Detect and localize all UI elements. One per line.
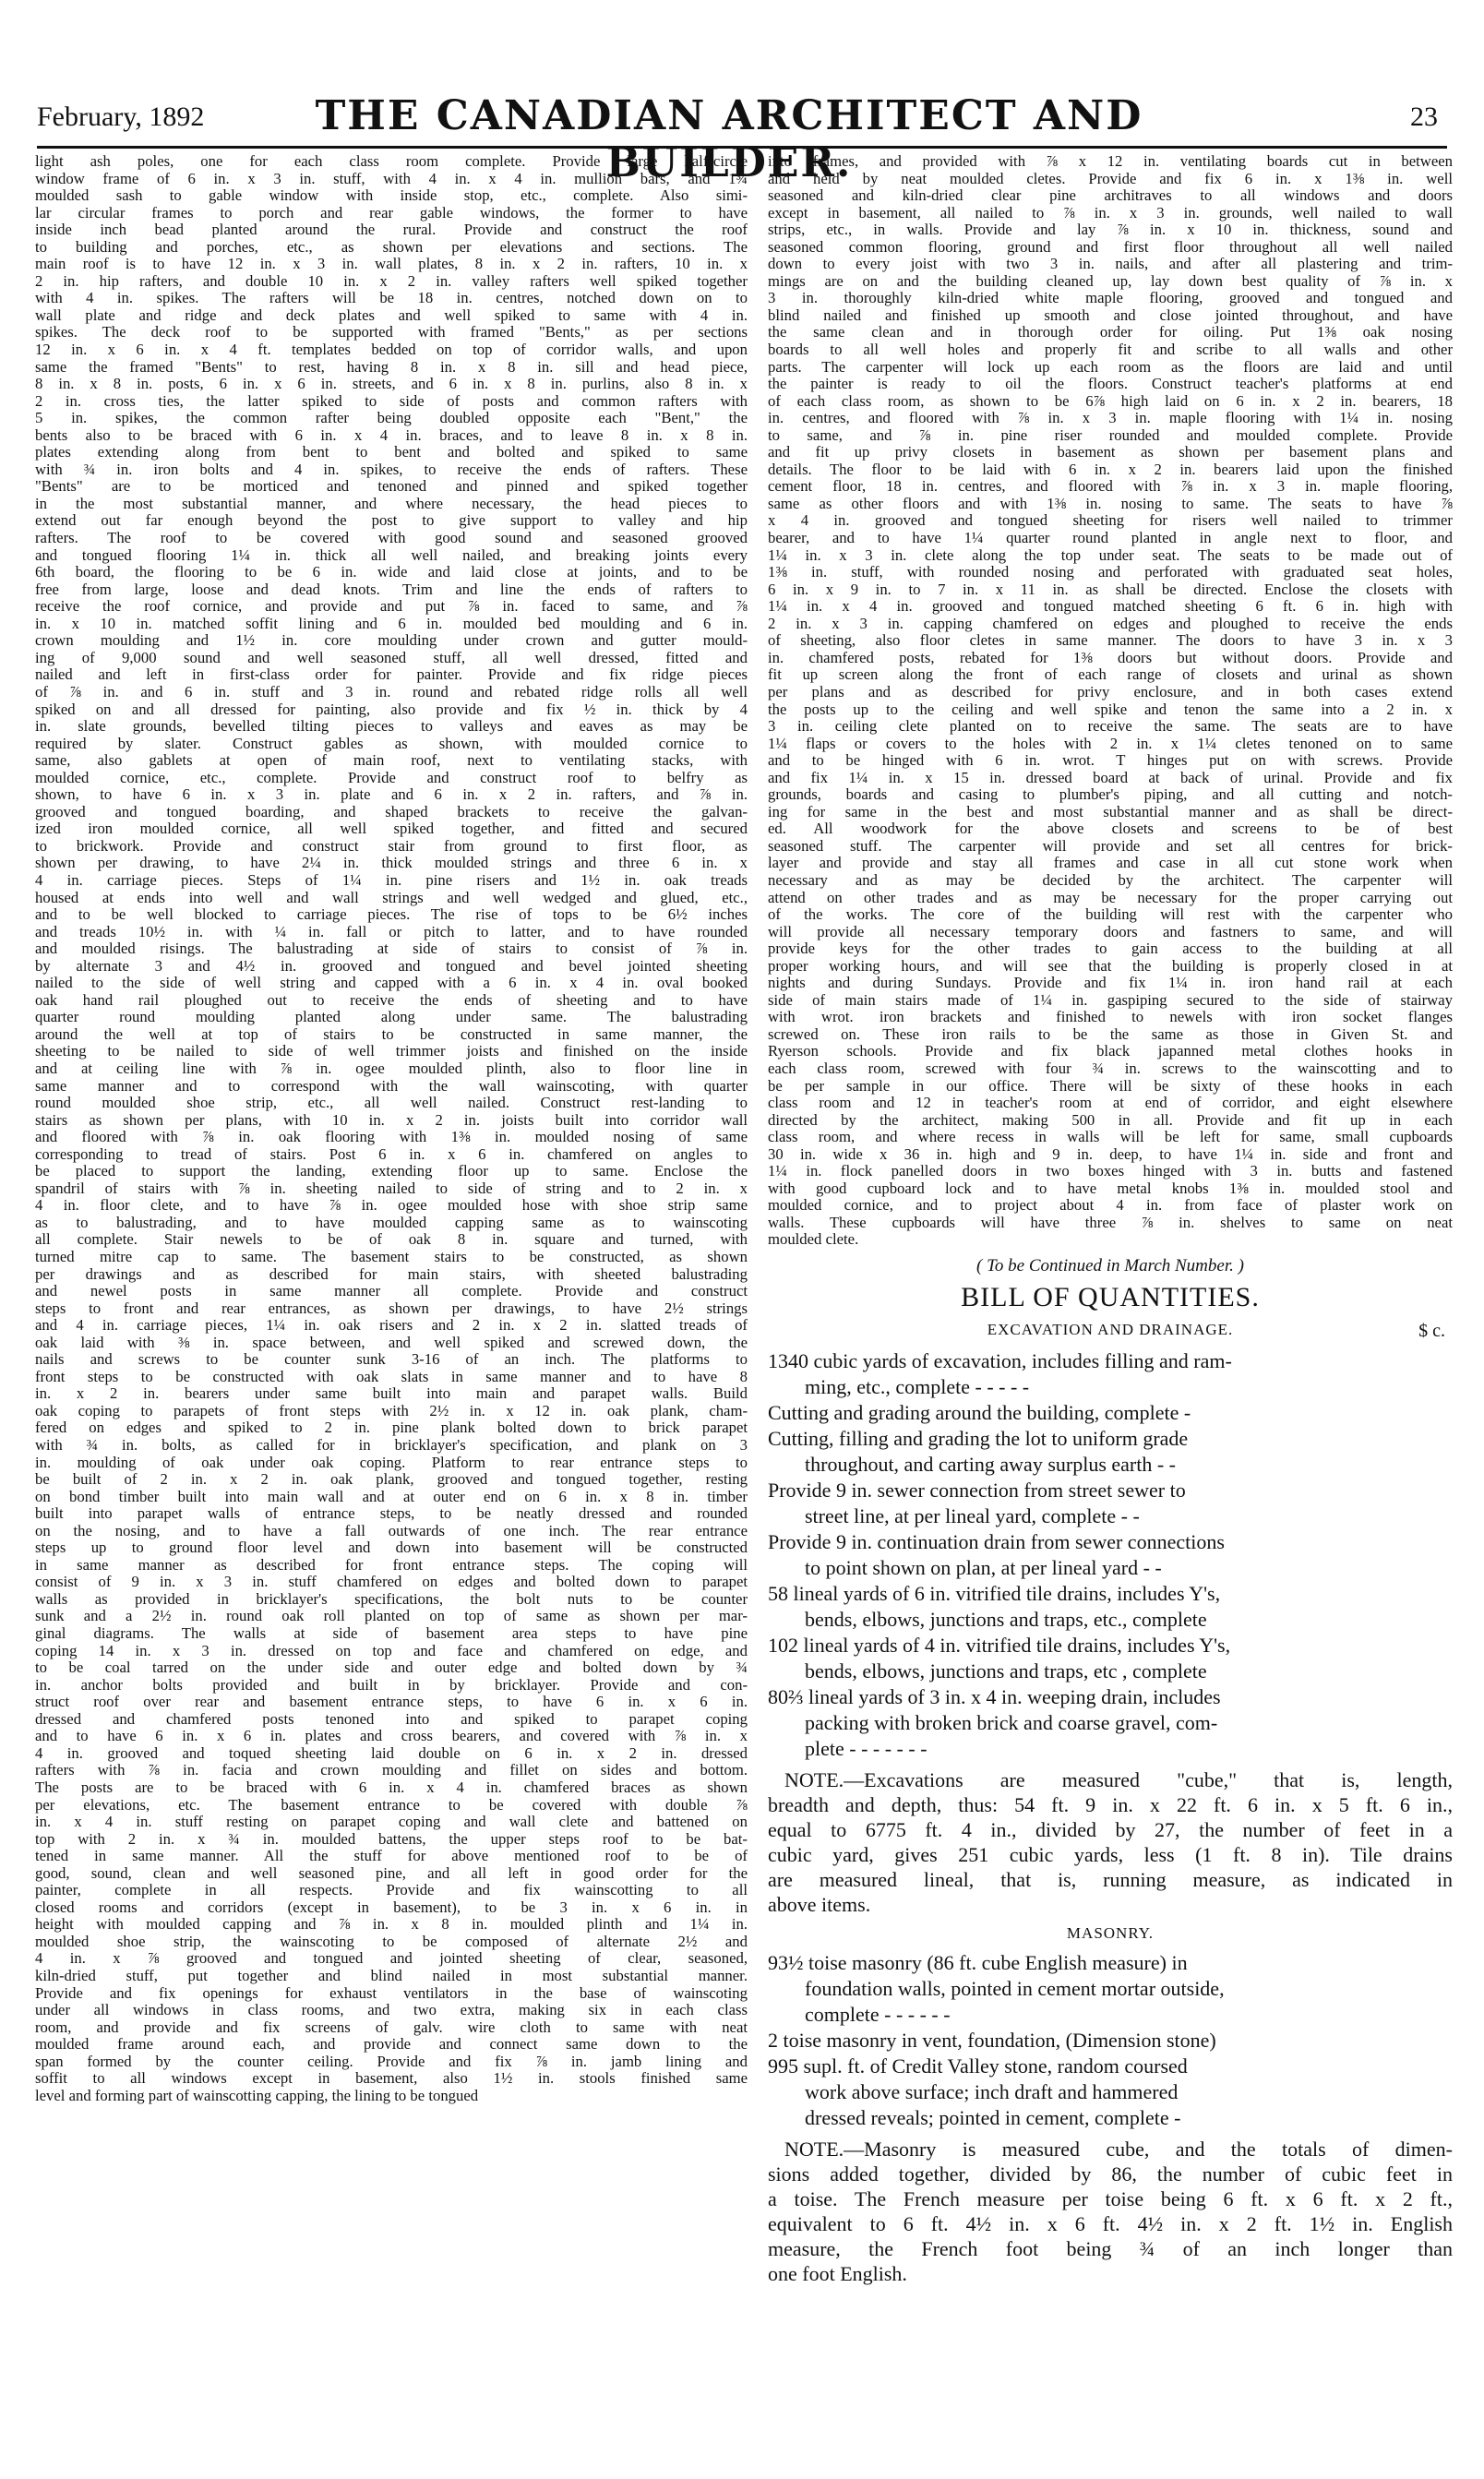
quantity-item: [768, 1529, 1453, 1581]
excavation-note: [768, 1767, 1453, 1917]
text-line: Ryerson schools. Provide and fix black japanned metal clothes hooks in: [768, 1043, 1453, 1060]
excavation-items: [768, 1348, 1453, 1762]
quantity-item-line: bends, elbows, junctions and traps, etc , complete: [805, 1659, 1207, 1683]
text-line: same manner and to correspond with the wall wainscoting, with quarter: [35, 1077, 748, 1095]
text-line: with good cupboard lock and to have metal knobs 1⅜ in. moulded stool and: [768, 1180, 1453, 1197]
text-line: plates extending along from bent to bent and bolted and spiked to same: [35, 444, 748, 461]
text-line: nailed and left in first-class order for painter. Provide and fix ridge pieces: [35, 666, 748, 684]
text-line: bearer, and to have 1¼ quarter round planted in angle next to floor, and: [768, 530, 1453, 547]
text-line: spikes. The deck roof to be supported with framed "Bents," as per sections: [35, 324, 748, 341]
excavation-heading-row: [768, 1321, 1453, 1348]
text-line: except in basement, all nailed to ⅞ in. x 3 in. grounds, well nailed to wall: [768, 204, 1453, 222]
text-line: in the most substantial manner, and where necessary, the head pieces to: [35, 495, 748, 512]
text-line: of each class room, as shown to be 6⅞ high laid on 6 in. x 2 in. bearers, 18: [768, 392, 1453, 410]
text-line: be per sample in our office. There will be sixty of these hooks in each: [768, 1077, 1453, 1095]
text-line: in. x 10 in. matched soffit lining and 6 in. moulded bed moulding and 6 in.: [35, 615, 748, 632]
text-line: in. slate grounds, bevelled tilting pieces to valleys and eaves as may be: [35, 718, 748, 736]
text-line: 1¼ in. x 4 in. grooved and tongued matched sheeting 6 ft. 6 in. high with: [768, 598, 1453, 616]
text-line: seasoned stuff. The carpenter will provide and set all centres for brick-: [768, 837, 1453, 855]
text-line: and treads 10½ in. with ¼ in. fall or pitch to latter, and to have rounded: [35, 923, 748, 940]
continued-notice: ( To be Continued in March Number. ): [976, 1256, 1244, 1275]
text-line: stairs as shown per plans, with 10 in. x 2 in. joists built into corridor wall: [35, 1111, 748, 1129]
left-column-text: [35, 153, 748, 2104]
text-line: spandril of stairs with ⅞ in. sheeting nailed to side of string and to 2 in. x: [35, 1180, 748, 1197]
text-line: round moulded shoe strip, etc., all well nailed. Construct rest-landing to: [35, 1095, 748, 1112]
text-line: tened in same manner. All the stuff for above mentioned roof to be of: [35, 1848, 748, 1865]
text-line: grooved and tongued boarding, and shaped brackets to receive the galvan-: [35, 803, 748, 820]
quantity-item: [768, 1478, 1453, 1529]
text-line: 1¼ in. flock panelled doors in two boxes hinged with 3 in. butts and fastened: [768, 1163, 1453, 1180]
text-line: moulded shoe strip, the wainscoting to be composed of alternate 2½ and: [35, 1933, 748, 1950]
text-line: oak laid with ⅜ in. space between, and well spiked and screwed down, the: [35, 1334, 748, 1351]
text-line: oak coping to parapets of front steps with 2½ in. x 12 in. oak plank, cham-: [35, 1402, 748, 1419]
quantity-item: [768, 1950, 1453, 2028]
text-line: 2 in. x 3 in. capping chamfered on edges and ploughed to receive the ends: [768, 615, 1453, 632]
text-line: window frame of 6 in. x 3 in. stuff, with 4 in. x 4 in. mullion bars, and 1¾: [35, 170, 748, 187]
quantity-item-line: packing with broken brick and coarse gravel, com-: [805, 1711, 1218, 1734]
note-line: measure, the French foot being ¾ of an inch longer than: [768, 2237, 1453, 2260]
text-line: shown, to have 6 in. x 3 in. plate and 6 in. x 2 in. rafters, and ⅞ in.: [35, 786, 748, 804]
text-line: Provide and fix openings for exhaust ventilators in the base of wainscoting: [35, 1984, 748, 2002]
text-line: steps to front and rear entrances, as shown per drawings, to have 2½ strings: [35, 1299, 748, 1317]
text-line: 4 in. x ⅞ grooved and tongued and jointed sheeting of clear, seasoned,: [35, 1950, 748, 1968]
note-line: breadth and depth, thus: 54 ft. 9 in. x 22 ft. 6 in. x 5 ft. 6 in.,: [768, 1793, 1453, 1816]
text-line: sunk and a 2½ in. round oak roll planted on top of same as shown per mar-: [35, 1608, 748, 1625]
text-line: strips, etc., in walls. Provide and lay ⅞ in. x 10 in. thickness, sound and: [768, 222, 1453, 239]
quantity-item: [768, 2054, 1453, 2131]
text-line: housed at ends into well and wall strings and well wedged and glued, etc.,: [35, 889, 748, 906]
text-line: per drawings and as described for main stairs, with sheeted balustrading: [35, 1265, 748, 1283]
text-line: front steps to be constructed with oak slats in same manner and to have 8: [35, 1368, 748, 1385]
text-line: consist of 9 in. x 3 in. stuff chamfered on edges and bolted down to parapet: [35, 1574, 748, 1591]
note-line: NOTE.—Excavations are measured "cube," that is, length,: [784, 1768, 1453, 1791]
text-line: 2 in. hip rafters, and double 10 in. x 2 in. valley rafters well spiked together: [35, 272, 748, 290]
quantity-item: [768, 1581, 1453, 1633]
quantity-item: [768, 2028, 1453, 2054]
text-line: by alternate 3 and 4½ in. grooved and tongued and bevel jointed sheeting: [35, 957, 748, 975]
text-line: be placed to support the landing, extending floor up to same. Enclose the: [35, 1163, 748, 1180]
text-line: free from large, loose and dead knots. Trim and line the ends of rafters to: [35, 581, 748, 598]
text-line: grounds, boards and casing to plumber's piping, and all cutting and notch-: [768, 786, 1453, 804]
quantity-item-line: 58 lineal yards of 6 in. vitrified tile drains, includes Y's,: [768, 1582, 1221, 1605]
quantity-item-line: throughout, and carting away surplus earth - -: [805, 1453, 1176, 1476]
note-line: a toise. The French measure per toise being 6 ft. x 6 ft. x 2 ft.,: [768, 2187, 1453, 2210]
text-line: will provide all necessary temporary doors and fastners to same, and will: [768, 923, 1453, 940]
text-line: directed by the architect, making 500 in all. Provide and fit up in each: [768, 1111, 1453, 1129]
text-line: walls. These cupboards will have three ⅞ in. shelves to same on neat: [768, 1214, 1453, 1231]
text-line: lar circular frames to porch and rear gable windows, the former to have: [35, 204, 748, 222]
text-line: per plans and as described for privy enclosure, and in both cases extend: [768, 683, 1453, 701]
text-line: cement floor, 18 in. centres, and floored with ⅞ in. x 3 in. maple flooring,: [768, 478, 1453, 496]
text-line: dressed and chamfered posts tenoned into and spiked to parapet coping: [35, 1710, 748, 1728]
quantity-item-line: dressed reveals; pointed in cement, complete -: [805, 2106, 1181, 2129]
text-line: 1⅜ in. stuff, with rounded nosing and perforated with graduated seat holes,: [768, 564, 1453, 581]
text-line: top with 2 in. x ¾ in. moulded battens, the upper steps roof to be bat-: [35, 1830, 748, 1848]
quantity-item-line: 102 lineal yards of 4 in. vitrified tile drains, includes Y's,: [768, 1634, 1231, 1657]
text-line: the posts up to the ceiling and well spike and tenon the same into a 2 in. x: [768, 701, 1453, 718]
text-line: extend out far enough beyond the post to give support to valley and hip: [35, 512, 748, 530]
text-line: and tongued flooring 1¼ in. thick all well nailed, and breaking joints every: [35, 546, 748, 564]
note-line: equal to 6775 ft. 4 in., divided by 27, the number of feet in a: [768, 1818, 1453, 1841]
text-line: 6 in. x 9 in. to 7 in. x 11 in. as shall be directed. Enclose the closets with: [768, 581, 1453, 598]
text-line: moulded cornice, etc., complete. Provide and construct roof to belfry as: [35, 769, 748, 786]
quantity-item-line: 2 toise masonry in vent, foundation, (Dimension stone): [768, 2029, 1216, 2052]
text-line: level and forming part of wainscotting capping, the lining to be tongued: [35, 2087, 479, 2104]
text-line: of the works. The core of the building will rest with the carpenter who: [768, 906, 1453, 924]
quantity-item-line: Cutting and grading around the building, complete -: [768, 1401, 1191, 1424]
text-line: receive the roof cornice, and provide and put ⅞ in. faced to same, and ⅞: [35, 598, 748, 616]
text-line: The posts are to be braced with 6 in. x 4 in. chamfered braces as shown: [35, 1778, 748, 1796]
text-line: 4 in. grooved and toqued sheeting laid double on 6 in. x 2 in. dressed: [35, 1744, 748, 1762]
text-line: 6th board, the flooring to be 6 in. wide and laid close at joints, and to be: [35, 564, 748, 581]
text-line: nailed to the side of well string and capped with a 6 in. x 4 in. oval booked: [35, 975, 748, 992]
note-paragraph: [768, 2137, 1453, 2286]
text-line: height with moulded capping and ⅞ in. x 8 in. moulded plinth and 1¼ in.: [35, 1916, 748, 1934]
text-line: required by slater. Construct gables as shown, with moulded cornice to: [35, 735, 748, 752]
quantity-item: [768, 1684, 1453, 1762]
text-line: in same manner as described for front entrance steps. The coping will: [35, 1556, 748, 1574]
text-line: around the well at top of stairs to be constructed in same manner, the: [35, 1025, 748, 1043]
text-line: span formed by the counter ceiling. Provide and fix ⅞ in. jamb lining and: [35, 2053, 748, 2070]
text-line: necessary and as may be decided by the architect. The carpenter will: [768, 871, 1453, 889]
text-line: class room and 12 in teacher's room at end of corridor, and eight elsewhere: [768, 1095, 1453, 1112]
text-line: down to every joist with two 3 in. nails, and after all plastering and trim-: [768, 256, 1453, 273]
text-line: 4 in. carriage pieces. Steps of 1¼ in. pine risers and 1½ in. oak treads: [35, 871, 748, 889]
text-line: with wrot. iron brackets and finished to newels with iron socket flanges: [768, 1009, 1453, 1026]
quantity-item: [768, 1633, 1453, 1684]
text-line: of sheeting, also floor cletes in same manner. The doors to have 3 in. x 3: [768, 632, 1453, 650]
text-line: 8 in. x 8 in. posts, 6 in. x 6 in. streets, and 6 in. x 8 in. purlins, also 8 in. x: [35, 376, 748, 393]
text-line: ing of 9,000 sound and well seasoned stuff, all well dressed, fitted and: [35, 649, 748, 666]
quantity-item-line: 1340 cubic yards of excavation, includes filling and ram-: [768, 1349, 1232, 1372]
text-line: good, sound, clean and well seasoned pine, and all left in good order for the: [35, 1864, 748, 1882]
text-line: rafters. The roof to be covered with good sound and seasoned grooved: [35, 530, 748, 547]
text-line: and moulded risings. The balustrading at side of stairs to consist of ⅞ in.: [35, 940, 748, 958]
text-line: blind nailed and finished up smooth and close jointed throughout, and have: [768, 306, 1453, 324]
note-line: one foot English.: [768, 2262, 907, 2285]
text-line: walls as provided in bricklayer's specifications, the bolt nuts to be counter: [35, 1590, 748, 1608]
text-line: sheeting to be nailed to side of well trimmer joists and finished on the inside: [35, 1043, 748, 1060]
text-line: moulded clete.: [768, 1231, 859, 1249]
money-column-heading: $ c.: [1418, 1321, 1445, 1341]
text-line: and 4 in. carriage pieces, 1¼ in. oak risers and 2 in. x 2 in. slatted treads of: [35, 1317, 748, 1335]
quantity-item-line: bends, elbows, junctions and traps, etc., complete: [805, 1608, 1207, 1631]
text-line: kiln-dried stuff, put together and blind nailed in most substantial manner.: [35, 1967, 748, 1984]
text-line: x 4 in. grooved and tongued sheeting for risers well nailed to trimmer: [768, 512, 1453, 530]
text-line: in. x 2 in. bearers under same built into main and parapet walls. Build: [35, 1385, 748, 1403]
excavation-heading: EXCAVATION AND DRAINAGE.: [987, 1321, 1234, 1338]
text-line: per elevations, etc. The basement entrance to be covered with double ⅞: [35, 1796, 748, 1814]
page-number: 23: [1410, 102, 1438, 132]
text-line: spiked on and all dressed for painting, also provide and fix ½ in. thick by 4: [35, 701, 748, 718]
quantity-item-line: foundation walls, pointed in cement mortar outside,: [805, 1977, 1225, 2000]
bill-of-quantities-title: BILL OF QUANTITIES.: [961, 1282, 1260, 1312]
text-line: in. chamfered posts, rebated for 1⅜ doors but without doors. Provide and: [768, 649, 1453, 666]
text-line: mings are on and the building cleaned up, lay down best quality of ⅞ in. x: [768, 272, 1453, 290]
masonry-note: [768, 2137, 1453, 2286]
note-line: sions added together, divided by 86, the number of cubic feet in: [768, 2162, 1453, 2186]
text-line: seasoned and kiln-dried clear pine architraves to all windows and doors: [768, 187, 1453, 205]
text-line: 1¼ in. x 3 in. clete along the top under seat. The seats to be made out of: [768, 546, 1453, 564]
text-line: proper working hours, and will see that the building is properly closed in at: [768, 957, 1453, 975]
text-line: into frames, and provided with ⅞ x 12 in. ventilating boards cut in between: [768, 153, 1453, 170]
text-line: and at ceiling line with ⅞ in. ogee moulded plinth, also to floor line in: [35, 1060, 748, 1077]
text-line: ized iron moulded cornice, all well spiked together, and fitted and secured: [35, 820, 748, 838]
text-line: to same, and ⅞ in. pine riser rounded and moulded complete. Provide: [768, 426, 1453, 444]
note-line: equivalent to 6 ft. 4½ in. x 6 ft. 4½ in. x 2 ft. 1½ in. English: [768, 2212, 1453, 2235]
text-line: and to have 6 in. x 6 in. plates and cross bearers, and covered with ⅞ in. x: [35, 1728, 748, 1745]
text-line: each class room, screwed with four ¾ in. screws to the wainscotting and to: [768, 1060, 1453, 1077]
masonry-heading: MASONRY.: [1066, 1924, 1155, 1942]
text-line: under all windows in class rooms, and two extra, making six in each class: [35, 2002, 748, 2019]
text-line: in. centres, and floored with ⅞ in. x 3 in. maple flooring with 1¼ in. nosing: [768, 410, 1453, 427]
text-line: inside inch bead planted around the rural. Provide and construct the roof: [35, 222, 748, 239]
text-line: to be coal tarred on the under side and outer edge and bolted down by ¾: [35, 1659, 748, 1677]
text-line: and to be well blocked to carriage pieces. The rise of tops to be 6½ inches: [35, 906, 748, 924]
text-line: as to balustrading, and to have moulded capping same as to wainscoting: [35, 1214, 748, 1231]
text-line: in. moulding of oak under oak coping. Platform to rear entrance steps to: [35, 1454, 748, 1471]
text-line: same as other floors and with 1⅜ in. nosing to same. The seats to have ⅞: [768, 495, 1453, 512]
quantity-item: [768, 1400, 1453, 1426]
text-line: "Bents" are to be morticed and tenoned and pinned and spiked together: [35, 478, 748, 496]
text-line: 3 in. thoroughly kiln-dried white maple flooring, grooved and tongued and: [768, 290, 1453, 307]
quantity-item-line: 995 supl. ft. of Credit Valley stone, random coursed: [768, 2054, 1188, 2078]
text-line: the same clean and in thorough order for oiling. Put 1⅜ oak nosing: [768, 324, 1453, 341]
text-line: attend on other trades and as may be necessary for the proper carrying out: [768, 889, 1453, 906]
text-line: wall plate and ridge and deck plates and well spiked to same with 4 in.: [35, 306, 748, 324]
text-line: with ¾ in. bolts, as called for in bricklayer's specification, and plank on 3: [35, 1437, 748, 1455]
quantity-item-line: 80⅔ lineal yards of 3 in. x 4 in. weeping drain, includes: [768, 1685, 1221, 1708]
text-line: 5 in. spikes, the common rafter being doubled opposite each "Bent," the: [35, 410, 748, 427]
text-line: fit up screen along the front of each range of closets and urinal as shown: [768, 666, 1453, 684]
note-line: cubic yard, gives 251 cubic yards, less (1 ft. 8 in). Tile drains: [768, 1843, 1453, 1866]
text-line: all complete. Stair newels to be of oak 8 in. square and turned, with: [35, 1231, 748, 1249]
quantity-item-line: plete - - - - - - -: [805, 1737, 928, 1760]
text-line: moulded cornice, and to project about 4 in. from face of plaster work on: [768, 1197, 1453, 1215]
issue-date: February, 1892: [37, 102, 205, 132]
text-line: built into parapet walls of entrance steps, to be neatly dressed and rounded: [35, 1505, 748, 1523]
text-line: ing for same in the best and most substantial manner and as shall be direct-: [768, 803, 1453, 820]
quantity-item-line: to point shown on plan, at per lineal yard - -: [805, 1556, 1162, 1579]
text-line: main roof is to have 12 in. x 3 in. wall plates, 8 in. x 2 in. rafters, 10 in. x: [35, 256, 748, 273]
text-line: moulded frame around each, and provide and connect same down to the: [35, 2036, 748, 2054]
text-line: details. The floor to be laid with 6 in. x 2 in. bearers laid upon the finished: [768, 461, 1453, 478]
quantity-item-line: work above surface; inch draft and hammered: [805, 2080, 1179, 2103]
text-line: same, also gablets at open of main roof, next to ventilating stacks, with: [35, 752, 748, 770]
text-line: quarter round moulding planted along under same. The balustrading: [35, 1009, 748, 1026]
text-line: 3 in. ceiling clete planted on to receive the same. The seats are to have: [768, 718, 1453, 736]
text-line: on bond timber built into main wall and at outer end on 6 in. x 8 in. timber: [35, 1488, 748, 1505]
text-line: 4 in. floor clete, and to have ⅞ in. ogee moulded hose with shoe strip same: [35, 1197, 748, 1215]
text-line: boards to all well holes and properly fit and scribe to all walls and other: [768, 341, 1453, 359]
quantity-item: [768, 1348, 1453, 1400]
text-line: painter, complete in all respects. Provide and fix wainscotting to all: [35, 1882, 748, 1899]
text-line: and floored with ⅞ in. oak flooring with 1⅜ in. moulded nosing of same: [35, 1129, 748, 1146]
right-column-text: [768, 153, 1453, 1249]
masonry-items: [768, 1950, 1453, 2131]
text-line: with 4 in. spikes. The rafters will be 18 in. centres, notched down on to: [35, 290, 748, 307]
text-line: and fit up privy closets in basement as shown per basement plans and: [768, 444, 1453, 461]
text-line: and fix 1¼ in. x 15 in. dressed board at back of urinal. Provide and fix: [768, 769, 1453, 786]
note-line: above items.: [768, 1893, 871, 1916]
text-line: room, and provide and fix screens of galv. wire cloth to same with neat: [35, 2018, 748, 2036]
text-line: closed rooms and corridors (except in basement), to be 3 in. x 6 in. in: [35, 1898, 748, 1916]
text-line: the painter is ready to oil the floors. Construct teacher's platforms at end: [768, 376, 1453, 393]
text-line: of ⅞ in. and 6 in. stuff and 3 in. round and rebated ridge rolls all well: [35, 683, 748, 701]
text-line: coping 14 in. x 3 in. dressed on top and face and chamfered on edge, and: [35, 1642, 748, 1659]
text-line: 1¼ flaps or covers to the holes with 2 in. x 1¼ cletes tenoned on to same: [768, 735, 1453, 752]
text-line: oak hand rail ploughed out to receive the ends of sheeting and to have: [35, 991, 748, 1009]
text-line: nights and during Sundays. Provide and fix 1¼ in. iron hand rail at each: [768, 975, 1453, 992]
text-line: to building and porches, etc., as shown per elevations and sections. The: [35, 238, 748, 256]
quantity-item-line: Provide 9 in. continuation drain from sewer connections: [768, 1530, 1225, 1553]
text-line: on the nosing, and to have a fall outwards of one inch. The rear entrance: [35, 1522, 748, 1539]
text-line: and held by neat moulded cletes. Provide and fix 6 in. x 1⅜ in. well: [768, 170, 1453, 187]
quantity-item-line: ming, etc., complete - - - - -: [805, 1375, 1030, 1398]
text-line: light ash poles, one for each class room complete. Provide large half-circle: [35, 153, 748, 170]
quantity-item-line: complete - - - - - -: [805, 2003, 951, 2026]
text-line: same the framed "Bents" to rest, having 8 in. x 8 in. sill and head piece,: [35, 358, 748, 376]
quantity-item-line: Provide 9 in. sewer connection from street sewer to: [768, 1479, 1186, 1502]
text-line: class room, and where recess in walls will be left for same, small cupboards: [768, 1129, 1453, 1146]
text-line: fered on edges and spiked to 2 in. pine plank bolted down to brick parapet: [35, 1419, 748, 1437]
text-line: 30 in. wide x 36 in. high and 9 in. deep, to have 1¼ in. side and front and: [768, 1145, 1453, 1163]
note-paragraph: [768, 1767, 1453, 1917]
text-line: screwed on. These iron rails to be the same as those in Given St. and: [768, 1025, 1453, 1043]
quantity-item-line: street line, at per lineal yard, complete - -: [805, 1504, 1140, 1527]
text-line: bents also to be braced with 6 in. x 4 in. braces, and to leave 8 in. x 8 in.: [35, 426, 748, 444]
note-line: are measured lineal, that is, running measure, as indicated in: [768, 1868, 1453, 1891]
text-line: side of main stairs made of 1¼ in. gaspiping secured to the side of stairway: [768, 991, 1453, 1009]
text-line: turned mitre cap to same. The basement stairs to be constructed, as shown: [35, 1249, 748, 1265]
text-line: 12 in. x 6 in. x 4 ft. templates bedded on top of corridor walls, and upon: [35, 341, 748, 359]
text-line: provide keys for the other trades to gain access to the building at all: [768, 940, 1453, 958]
note-line: NOTE.—Masonry is measured cube, and the totals of dimen-: [784, 2138, 1453, 2161]
text-line: seasoned common flooring, ground and first floor throughout all well nailed: [768, 238, 1453, 256]
text-line: nails and screws to be counter sunk 3-16 of an inch. The platforms to: [35, 1351, 748, 1369]
text-line: in. x 4 in. stuff resting on parapet coping and wall clete and battened on: [35, 1814, 748, 1831]
text-line: corresponding to tread of stairs. Post 6 in. x 6 in. chamfered on angles to: [35, 1145, 748, 1163]
left-column: [35, 153, 748, 2479]
quantity-item-line: Cutting, filling and grading the lot to uniform grade: [768, 1427, 1189, 1450]
text-line: parts. The carpenter will lock up each room as the floors are laid and until: [768, 358, 1453, 376]
text-line: struct roof over rear and basement entrance steps, to have 6 in. x 6 in.: [35, 1694, 748, 1711]
text-line: and to be hinged with 6 in. wrot. T hinges put on with screws. Provide: [768, 752, 1453, 770]
text-line: crown moulding and 1½ in. core moulding under crown and gutter mould-: [35, 632, 748, 650]
text-line: soffit to all windows except in basement, also 1½ in. stools finished same: [35, 2070, 748, 2088]
text-line: be built of 2 in. x 2 in. oak plank, grooved and tongued together, resting: [35, 1471, 748, 1489]
text-line: and newel posts in same manner all complete. Provide and construct: [35, 1283, 748, 1300]
masthead-title: THE CANADIAN ARCHITECT AND BUILDER.: [315, 92, 1143, 186]
header-rule: [37, 146, 1447, 149]
quantity-item-line: 93½ toise masonry (86 ft. cube English measure) in: [768, 1951, 1188, 1974]
text-line: rafters with ⅞ in. facia and crown moulding and fillet on sides and bottom.: [35, 1762, 748, 1779]
quantity-item: [768, 1426, 1453, 1478]
text-line: shown per drawing, to have 2¼ in. thick moulded strings and three 6 in. x: [35, 855, 748, 872]
text-line: steps up to ground floor level and down into basement will be constructed: [35, 1539, 748, 1557]
text-line: layer and provide and stay all frames and case in all cut stone work when: [768, 855, 1453, 872]
text-line: moulded sash to gable window with inside stop, etc., complete. Also simi-: [35, 187, 748, 205]
text-line: ed. All woodwork for the above closets and screens to be of best: [768, 820, 1453, 838]
text-line: to brickwork. Provide and construct stair from ground to first floor, as: [35, 837, 748, 855]
text-line: with ¾ in. iron bolts and 4 in. spikes, to receive the ends of rafters. These: [35, 461, 748, 478]
text-line: ginal diagrams. The walls at side of basement area steps to have pine: [35, 1625, 748, 1643]
right-column: [768, 153, 1453, 2433]
text-line: 2 in. cross ties, the latter spiked to side of posts and common rafters with: [35, 392, 748, 410]
text-line: in. anchor bolts provided and built in by bricklayer. Provide and con-: [35, 1676, 748, 1694]
